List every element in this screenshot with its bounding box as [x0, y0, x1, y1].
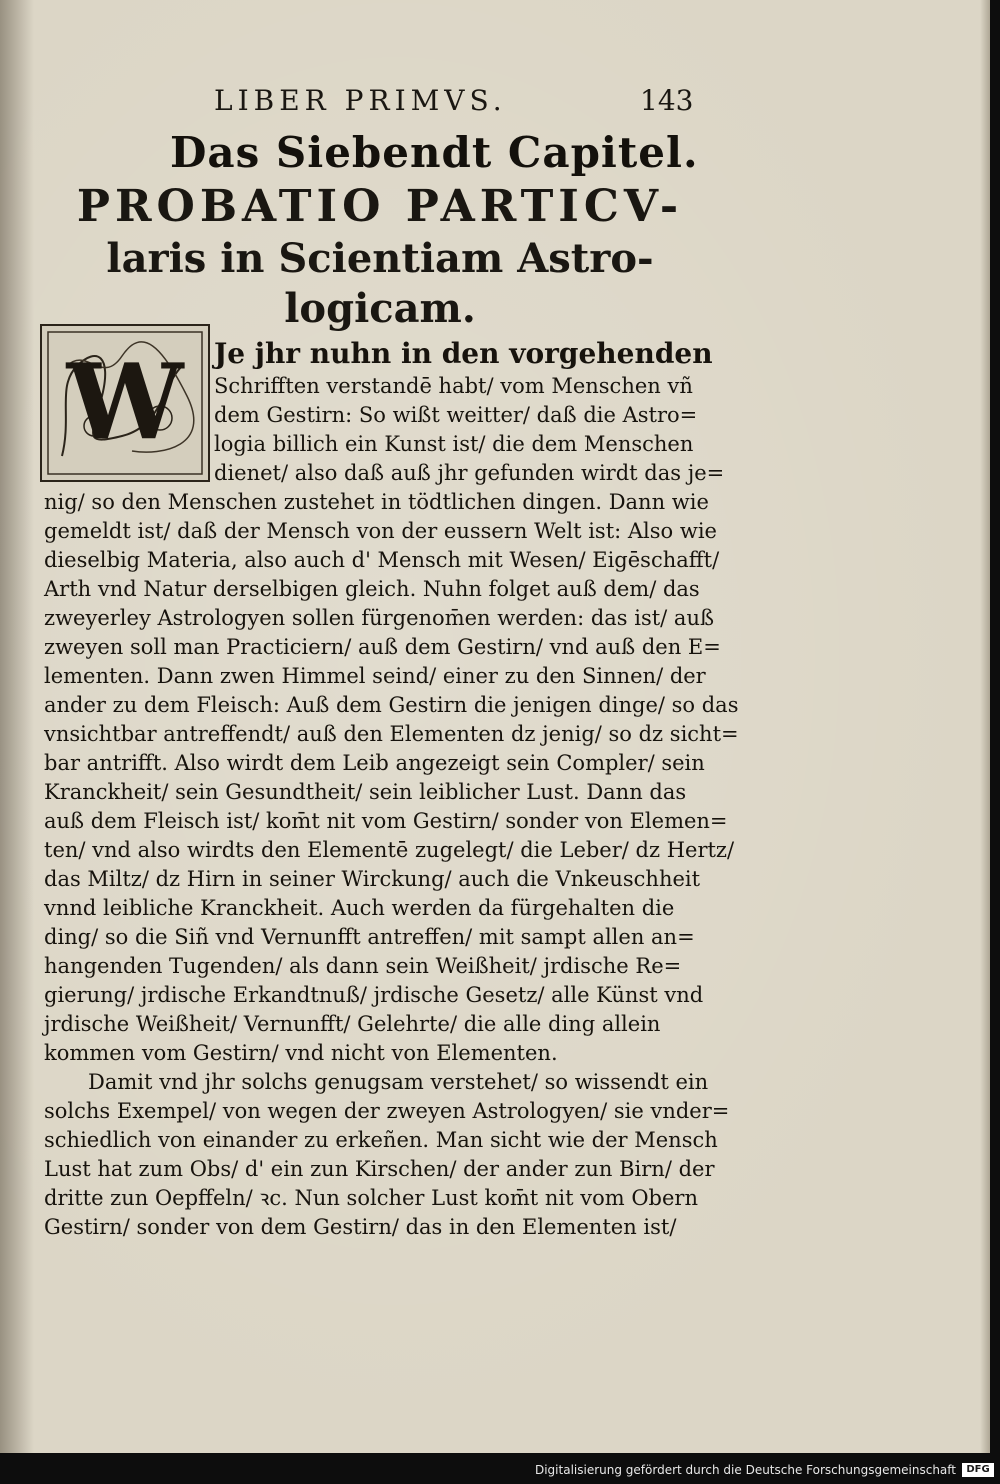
text-line: auß dem Fleisch ist/ kom̄t nit vom Gestirn/ sonder von Elemen=: [44, 809, 728, 833]
latin-title-line-3: logicam.: [284, 285, 476, 332]
text-line: Damit vnd jhr solchs genugsam verstehet/ so wissendt ein: [88, 1070, 709, 1094]
text-line: Arth vnd Natur derselbigen gleich. Nuhn folget auß dem/ das: [44, 577, 700, 601]
chapter-title: Das Siebendt Capitel.: [170, 128, 699, 177]
text-line: dieselbig Materia, also auch d' Mensch mit Wesen/ Eigēschafft/: [44, 548, 720, 572]
page-number: 143: [640, 84, 694, 117]
text-line: dritte zun Oepffeln/ ꝛc. Nun solcher Lust kom̄t nit vom Obern: [44, 1186, 698, 1210]
text-line: solchs Exempel/ von wegen der zweyen Astrologyen/ sie vnder=: [44, 1099, 730, 1123]
text-line: dienet/ also daß auß jhr gefunden wirdt das je=: [214, 461, 725, 485]
text-line: jrdische Weißheit/ Vernunfft/ Gelehrte/ die alle ding allein: [44, 1012, 661, 1036]
text-line: vnsichtbar antreffendt/ auß den Elementen dz jenig/ so dz sicht=: [44, 722, 739, 746]
text-line: hangenden Tugenden/ als dann sein Weißheit/ jrdische Re=: [44, 954, 682, 978]
text-line: zweyen soll man Practiciern/ auß dem Gestirn/ vnd auß den E=: [44, 635, 721, 659]
latin-title-line-2: laris in Scientiam Astro-: [106, 235, 654, 282]
latin-title-line-1: PROBATIO PARTICV-: [76, 181, 684, 232]
text-line: vnnd leibliche Kranckheit. Auch werden da fürgehalten die: [44, 896, 675, 920]
text-line: gemeldt ist/ daß der Mensch von der eussern Welt ist: Also wie: [44, 519, 717, 543]
footer-credit: Digitalisierung gefördert durch die Deutsche Forschungsgemeinschaft: [534, 1463, 956, 1477]
text-line: logia billich ein Kunst ist/ die dem Menschen: [214, 432, 694, 456]
text-line: bar antrifft. Also wirdt dem Leib angezeigt sein Compler/ sein: [44, 751, 705, 775]
text-line: gierung/ jrdische Erkandtnuß/ jrdische Gesetz/ alle Künst vnd: [44, 983, 704, 1007]
text-line: Gestirn/ sonder von dem Gestirn/ das in den Elementen ist/: [44, 1215, 677, 1239]
text-line: lementen. Dann zwen Himmel seind/ einer zu den Sinnen/ der: [44, 664, 706, 688]
text-line: schiedlich von einander zu erkeñen. Man sicht wie der Mensch: [44, 1128, 718, 1152]
text-line: Lust hat zum Obs/ d' ein zun Kirschen/ der ander zun Birn/ der: [44, 1157, 715, 1181]
text-line: ding/ so die Siñ vnd Vernunfft antreffen/ mit sampt allen an=: [44, 925, 695, 949]
dfg-logo: DFG: [962, 1463, 994, 1477]
text-line: ten/ vnd also wirdts den Elementē zugelegt/ die Leber/ dz Hertz/: [44, 838, 735, 862]
body-text: [44, 336, 739, 1242]
text-line: Je jhr nuhn in den vorgehenden: [214, 337, 713, 370]
text-line: Kranckheit/ sein Gesundtheit/ sein leiblicher Lust. Dann das: [44, 780, 687, 804]
text-line: zweyerley Astrologyen sollen fürgenom̄en werden: das ist/ auß: [44, 606, 714, 630]
initial-letter: W: [66, 340, 184, 463]
running-head: LIBER PRIMVS.: [214, 84, 507, 117]
text-line: das Miltz/ dz Hirn in seiner Wirckung/ auch die Vnkeuschheit: [44, 867, 701, 891]
text-line: nig/ so den Menschen zustehet in tödtlichen dingen. Dann wie: [44, 490, 709, 514]
gutter-shadow: [0, 0, 34, 1453]
text-line: Schrifften verstandē habt/ vom Menschen vñ: [214, 374, 693, 398]
latin-title: [40, 180, 720, 334]
text-line: kommen vom Gestirn/ vnd nicht von Elementen.: [44, 1041, 558, 1065]
text-line: ander zu dem Fleisch: Auß dem Gestirn die jenigen dinge/ so das: [44, 693, 739, 717]
page-edge: [980, 0, 990, 1453]
text-line: dem Gestirn: So wißt weitter/ daß die Astro=: [214, 403, 698, 427]
